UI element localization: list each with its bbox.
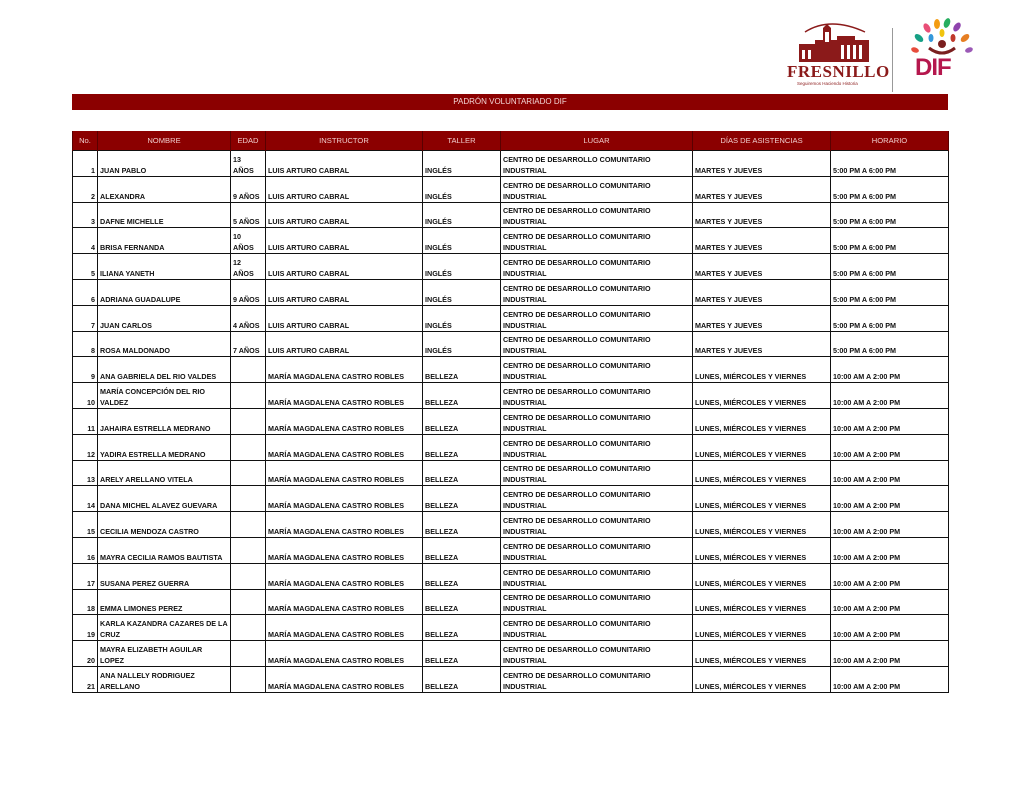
cell-instructor: MARÍA MAGDALENA CASTRO ROBLES: [266, 383, 423, 409]
cell-taller: INGLÉS: [423, 331, 501, 357]
table-row: [73, 357, 949, 383]
cell-nombre: ILIANA YANETH: [98, 254, 231, 280]
cell-horario: 5:00 PM A 6:00 PM: [831, 331, 949, 357]
table-row: [73, 512, 949, 538]
cell-no: 3: [73, 202, 98, 228]
cell-dias: MARTES Y JUEVES: [693, 176, 831, 202]
table-row: [73, 176, 949, 202]
cell-taller: INGLÉS: [423, 202, 501, 228]
col-header-no: No.: [73, 131, 98, 151]
document-title: PADRÓN VOLUNTARIADO DIF: [72, 94, 948, 110]
cell-no: 10: [73, 383, 98, 409]
cell-nombre: CECILIA MENDOZA CASTRO: [98, 512, 231, 538]
cell-no: 6: [73, 279, 98, 305]
table-row: [73, 331, 949, 357]
cell-nombre: BRISA FERNANDA: [98, 228, 231, 254]
cell-taller: BELLEZA: [423, 512, 501, 538]
cell-edad: [231, 615, 266, 641]
cell-lugar: CENTRO DE DESARROLLO COMUNITARIO INDUSTRIAL: [501, 615, 693, 641]
col-header-lugar: LUGAR: [501, 131, 693, 151]
fresnillo-wordmark: FRESNILLO: [787, 62, 890, 81]
table-row: [73, 228, 949, 254]
cell-taller: BELLEZA: [423, 589, 501, 615]
cell-lugar: CENTRO DE DESARROLLO COMUNITARIO INDUSTRIAL: [501, 460, 693, 486]
cell-nombre: JUAN PABLO: [98, 151, 231, 177]
cell-lugar: CENTRO DE DESARROLLO COMUNITARIO INDUSTRIAL: [501, 486, 693, 512]
cell-nombre: MAYRA ELIZABETH AGUILAR LOPEZ: [98, 641, 231, 667]
col-header-horario: HORARIO: [831, 131, 949, 151]
cell-taller: BELLEZA: [423, 641, 501, 667]
cell-horario: 10:00 AM A 2:00 PM: [831, 434, 949, 460]
cell-dias: MARTES Y JUEVES: [693, 331, 831, 357]
cell-instructor: LUIS ARTURO CABRAL: [266, 202, 423, 228]
cell-horario: 5:00 PM A 6:00 PM: [831, 305, 949, 331]
cell-lugar: CENTRO DE DESARROLLO COMUNITARIO INDUSTRIAL: [501, 537, 693, 563]
cell-horario: 10:00 AM A 2:00 PM: [831, 589, 949, 615]
cell-taller: BELLEZA: [423, 357, 501, 383]
cell-lugar: CENTRO DE DESARROLLO COMUNITARIO INDUSTRIAL: [501, 228, 693, 254]
cell-edad: [231, 486, 266, 512]
cell-dias: LUNES, MIÉRCOLES Y VIERNES: [693, 383, 831, 409]
cell-instructor: MARÍA MAGDALENA CASTRO ROBLES: [266, 408, 423, 434]
cell-horario: 10:00 AM A 2:00 PM: [831, 537, 949, 563]
cell-edad: 10 AÑOS: [231, 228, 266, 254]
cell-edad: [231, 641, 266, 667]
cell-instructor: MARÍA MAGDALENA CASTRO ROBLES: [266, 434, 423, 460]
cell-dias: LUNES, MIÉRCOLES Y VIERNES: [693, 460, 831, 486]
cell-taller: INGLÉS: [423, 254, 501, 280]
table-row: [73, 383, 949, 409]
col-header-dias: DÍAS DE ASISTENCIAS: [693, 131, 831, 151]
cell-instructor: MARÍA MAGDALENA CASTRO ROBLES: [266, 589, 423, 615]
cell-no: 2: [73, 176, 98, 202]
cell-taller: BELLEZA: [423, 615, 501, 641]
cell-dias: LUNES, MIÉRCOLES Y VIERNES: [693, 512, 831, 538]
cell-horario: 5:00 PM A 6:00 PM: [831, 202, 949, 228]
cell-no: 20: [73, 641, 98, 667]
cell-lugar: CENTRO DE DESARROLLO COMUNITARIO INDUSTRIAL: [501, 563, 693, 589]
table-row: [73, 563, 949, 589]
cell-dias: MARTES Y JUEVES: [693, 279, 831, 305]
cell-nombre: KARLA KAZANDRA CAZARES DE LA CRUZ: [98, 615, 231, 641]
cell-taller: BELLEZA: [423, 408, 501, 434]
cell-no: 17: [73, 563, 98, 589]
cell-no: 8: [73, 331, 98, 357]
cell-no: 9: [73, 357, 98, 383]
cell-dias: MARTES Y JUEVES: [693, 228, 831, 254]
table-row: [73, 254, 949, 280]
cell-edad: [231, 434, 266, 460]
cell-no: 21: [73, 666, 98, 692]
cell-edad: [231, 460, 266, 486]
cell-dias: MARTES Y JUEVES: [693, 254, 831, 280]
cell-edad: 13 AÑOS: [231, 151, 266, 177]
cell-instructor: LUIS ARTURO CABRAL: [266, 254, 423, 280]
cell-dias: LUNES, MIÉRCOLES Y VIERNES: [693, 537, 831, 563]
cell-instructor: LUIS ARTURO CABRAL: [266, 176, 423, 202]
cell-horario: 10:00 AM A 2:00 PM: [831, 563, 949, 589]
cell-dias: LUNES, MIÉRCOLES Y VIERNES: [693, 589, 831, 615]
cell-taller: INGLÉS: [423, 228, 501, 254]
cell-taller: INGLÉS: [423, 176, 501, 202]
table-row: [73, 305, 949, 331]
cell-lugar: CENTRO DE DESARROLLO COMUNITARIO INDUSTRIAL: [501, 434, 693, 460]
cell-dias: LUNES, MIÉRCOLES Y VIERNES: [693, 357, 831, 383]
cell-nombre: DAFNE MICHELLE: [98, 202, 231, 228]
fresnillo-slogan: Seguiremos Haciendo Historia: [797, 81, 858, 86]
cell-horario: 10:00 AM A 2:00 PM: [831, 512, 949, 538]
cell-horario: 5:00 PM A 6:00 PM: [831, 254, 949, 280]
cell-edad: 5 AÑOS: [231, 202, 266, 228]
cell-no: 1: [73, 151, 98, 177]
cell-dias: LUNES, MIÉRCOLES Y VIERNES: [693, 408, 831, 434]
cell-nombre: DANA MICHEL ALAVEZ GUEVARA: [98, 486, 231, 512]
cell-dias: LUNES, MIÉRCOLES Y VIERNES: [693, 615, 831, 641]
cell-lugar: CENTRO DE DESARROLLO COMUNITARIO INDUSTRIAL: [501, 202, 693, 228]
table-row: [73, 589, 949, 615]
cell-no: 12: [73, 434, 98, 460]
cell-edad: [231, 666, 266, 692]
cell-no: 5: [73, 254, 98, 280]
cell-instructor: MARÍA MAGDALENA CASTRO ROBLES: [266, 486, 423, 512]
cell-instructor: MARÍA MAGDALENA CASTRO ROBLES: [266, 537, 423, 563]
cell-instructor: LUIS ARTURO CABRAL: [266, 279, 423, 305]
col-header-instructor: INSTRUCTOR: [266, 131, 423, 151]
cell-dias: MARTES Y JUEVES: [693, 202, 831, 228]
cell-horario: 5:00 PM A 6:00 PM: [831, 176, 949, 202]
cell-no: 7: [73, 305, 98, 331]
cell-horario: 10:00 AM A 2:00 PM: [831, 641, 949, 667]
cell-no: 18: [73, 589, 98, 615]
cell-horario: 5:00 PM A 6:00 PM: [831, 228, 949, 254]
cell-dias: LUNES, MIÉRCOLES Y VIERNES: [693, 434, 831, 460]
cell-nombre: JAHAIRA ESTRELLA MEDRANO: [98, 408, 231, 434]
fresnillo-logo: [785, 18, 890, 90]
table-header-row: [73, 131, 949, 151]
cell-edad: [231, 408, 266, 434]
cell-dias: MARTES Y JUEVES: [693, 305, 831, 331]
table-row: [73, 537, 949, 563]
city-building-icon: [785, 18, 885, 64]
cell-lugar: CENTRO DE DESARROLLO COMUNITARIO INDUSTRIAL: [501, 151, 693, 177]
cell-edad: [231, 563, 266, 589]
cell-lugar: CENTRO DE DESARROLLO COMUNITARIO INDUSTRIAL: [501, 408, 693, 434]
cell-instructor: MARÍA MAGDALENA CASTRO ROBLES: [266, 512, 423, 538]
cell-nombre: ANA NALLELY RODRIGUEZ ARELLANO: [98, 666, 231, 692]
cell-edad: 12 AÑOS: [231, 254, 266, 280]
cell-edad: [231, 512, 266, 538]
cell-no: 19: [73, 615, 98, 641]
cell-taller: BELLEZA: [423, 383, 501, 409]
table-row: [73, 151, 949, 177]
cell-edad: [231, 537, 266, 563]
cell-instructor: LUIS ARTURO CABRAL: [266, 228, 423, 254]
cell-lugar: CENTRO DE DESARROLLO COMUNITARIO INDUSTRIAL: [501, 641, 693, 667]
cell-edad: 7 AÑOS: [231, 331, 266, 357]
cell-no: 11: [73, 408, 98, 434]
cell-nombre: ADRIANA GUADALUPE: [98, 279, 231, 305]
cell-nombre: ROSA MALDONADO: [98, 331, 231, 357]
cell-horario: 10:00 AM A 2:00 PM: [831, 408, 949, 434]
dif-wordmark: DIF: [915, 54, 951, 81]
header-logos: [785, 18, 985, 93]
cell-lugar: CENTRO DE DESARROLLO COMUNITARIO INDUSTRIAL: [501, 176, 693, 202]
cell-nombre: YADIRA ESTRELLA MEDRANO: [98, 434, 231, 460]
cell-taller: BELLEZA: [423, 460, 501, 486]
cell-lugar: CENTRO DE DESARROLLO COMUNITARIO INDUSTRIAL: [501, 589, 693, 615]
cell-taller: INGLÉS: [423, 305, 501, 331]
cell-taller: BELLEZA: [423, 537, 501, 563]
cell-horario: 5:00 PM A 6:00 PM: [831, 279, 949, 305]
logo-divider: [892, 28, 893, 92]
cell-nombre: ALEXANDRA: [98, 176, 231, 202]
cell-edad: 4 AÑOS: [231, 305, 266, 331]
cell-taller: BELLEZA: [423, 666, 501, 692]
cell-horario: 10:00 AM A 2:00 PM: [831, 357, 949, 383]
cell-nombre: ANA GABRIELA DEL RIO VALDES: [98, 357, 231, 383]
table-row: [73, 434, 949, 460]
cell-horario: 10:00 AM A 2:00 PM: [831, 666, 949, 692]
cell-dias: LUNES, MIÉRCOLES Y VIERNES: [693, 641, 831, 667]
cell-dias: MARTES Y JUEVES: [693, 151, 831, 177]
cell-nombre: SUSANA PEREZ GUERRA: [98, 563, 231, 589]
cell-instructor: LUIS ARTURO CABRAL: [266, 305, 423, 331]
cell-no: 14: [73, 486, 98, 512]
col-header-nombre: NOMBRE: [98, 131, 231, 151]
cell-edad: [231, 357, 266, 383]
cell-nombre: JUAN CARLOS: [98, 305, 231, 331]
cell-taller: BELLEZA: [423, 434, 501, 460]
cell-horario: 10:00 AM A 2:00 PM: [831, 383, 949, 409]
cell-no: 13: [73, 460, 98, 486]
cell-dias: LUNES, MIÉRCOLES Y VIERNES: [693, 666, 831, 692]
table-row: [73, 279, 949, 305]
table-row: [73, 615, 949, 641]
cell-instructor: LUIS ARTURO CABRAL: [266, 331, 423, 357]
cell-lugar: CENTRO DE DESARROLLO COMUNITARIO INDUSTRIAL: [501, 331, 693, 357]
cell-nombre: EMMA LIMONES PEREZ: [98, 589, 231, 615]
cell-nombre: MAYRA CECILIA RAMOS BAUTISTA: [98, 537, 231, 563]
cell-taller: INGLÉS: [423, 151, 501, 177]
cell-lugar: CENTRO DE DESARROLLO COMUNITARIO INDUSTRIAL: [501, 305, 693, 331]
cell-lugar: CENTRO DE DESARROLLO COMUNITARIO INDUSTRIAL: [501, 666, 693, 692]
cell-edad: [231, 589, 266, 615]
table-row: [73, 666, 949, 692]
cell-lugar: CENTRO DE DESARROLLO COMUNITARIO INDUSTRIAL: [501, 254, 693, 280]
cell-taller: INGLÉS: [423, 279, 501, 305]
cell-no: 16: [73, 537, 98, 563]
cell-horario: 10:00 AM A 2:00 PM: [831, 615, 949, 641]
cell-dias: LUNES, MIÉRCOLES Y VIERNES: [693, 486, 831, 512]
cell-horario: 10:00 AM A 2:00 PM: [831, 460, 949, 486]
cell-lugar: CENTRO DE DESARROLLO COMUNITARIO INDUSTRIAL: [501, 279, 693, 305]
cell-lugar: CENTRO DE DESARROLLO COMUNITARIO INDUSTRIAL: [501, 512, 693, 538]
cell-no: 15: [73, 512, 98, 538]
cell-instructor: MARÍA MAGDALENA CASTRO ROBLES: [266, 563, 423, 589]
volunteer-table: [72, 131, 949, 693]
col-header-edad: EDAD: [231, 131, 266, 151]
cell-taller: BELLEZA: [423, 486, 501, 512]
cell-no: 4: [73, 228, 98, 254]
cell-instructor: MARÍA MAGDALENA CASTRO ROBLES: [266, 357, 423, 383]
cell-instructor: MARÍA MAGDALENA CASTRO ROBLES: [266, 666, 423, 692]
cell-nombre: ARELY ARELLANO VITELA: [98, 460, 231, 486]
cell-edad: [231, 383, 266, 409]
cell-dias: LUNES, MIÉRCOLES Y VIERNES: [693, 563, 831, 589]
table-row: [73, 408, 949, 434]
cell-instructor: MARÍA MAGDALENA CASTRO ROBLES: [266, 641, 423, 667]
cell-instructor: LUIS ARTURO CABRAL: [266, 151, 423, 177]
cell-lugar: CENTRO DE DESARROLLO COMUNITARIO INDUSTRIAL: [501, 383, 693, 409]
cell-instructor: MARÍA MAGDALENA CASTRO ROBLES: [266, 460, 423, 486]
col-header-taller: TALLER: [423, 131, 501, 151]
cell-horario: 10:00 AM A 2:00 PM: [831, 486, 949, 512]
dif-logo: [907, 18, 979, 93]
cell-edad: 9 AÑOS: [231, 176, 266, 202]
cell-edad: 9 AÑOS: [231, 279, 266, 305]
table-row: [73, 641, 949, 667]
cell-instructor: MARÍA MAGDALENA CASTRO ROBLES: [266, 615, 423, 641]
table-row: [73, 202, 949, 228]
cell-lugar: CENTRO DE DESARROLLO COMUNITARIO INDUSTRIAL: [501, 357, 693, 383]
table-row: [73, 460, 949, 486]
cell-taller: BELLEZA: [423, 563, 501, 589]
table-row: [73, 486, 949, 512]
cell-horario: 5:00 PM A 6:00 PM: [831, 151, 949, 177]
cell-nombre: MARÍA CONCEPCIÓN DEL RIO VALDEZ: [98, 383, 231, 409]
